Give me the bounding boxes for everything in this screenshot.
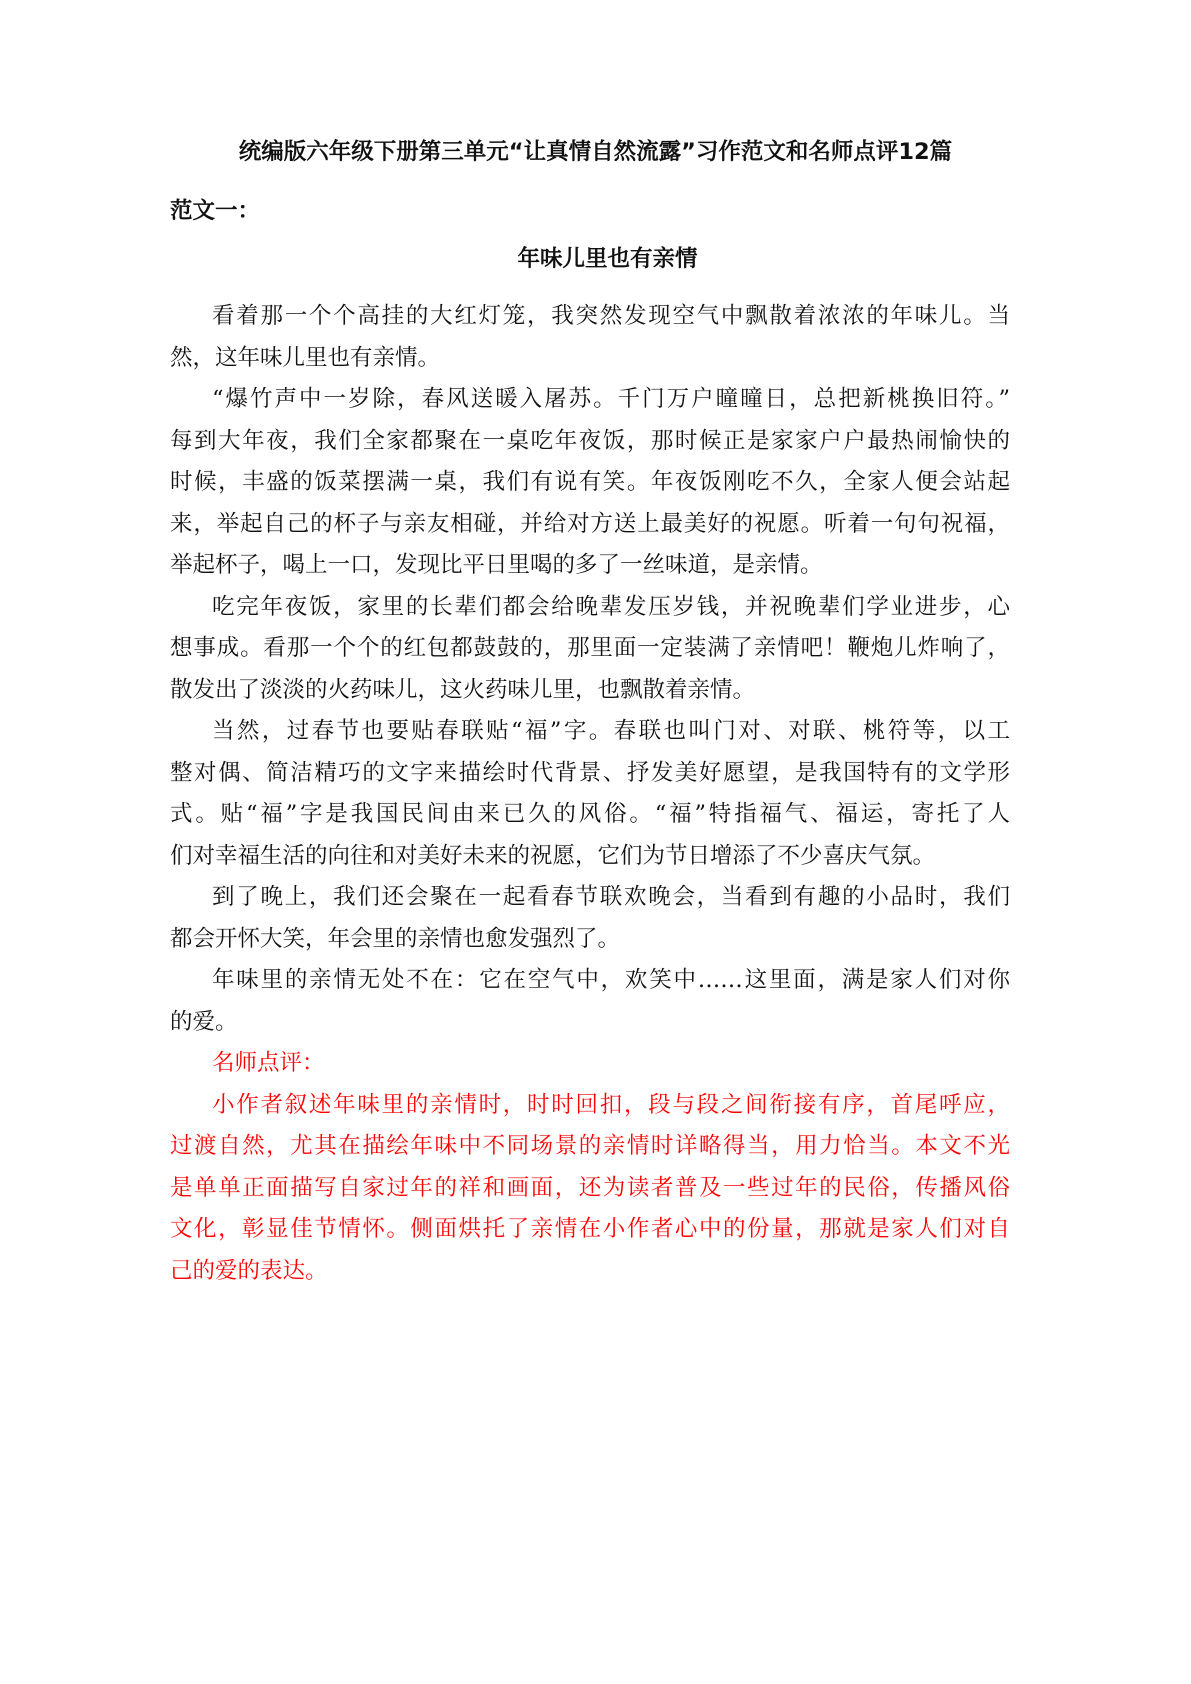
paragraph-line: 来，举起自己的杯子与亲友相碰，并给对方送上最美好的祝愿。听着一句句祝福， — [170, 510, 1010, 537]
comment-line: 过渡自然，尤其在描绘年味中不同场景的亲情时详略得当，用力恰当。本文不光 — [170, 1133, 1010, 1159]
paragraph-line: 吃完年夜饭，家里的长辈们都会给晚辈发压岁钱，并祝晚辈们学业进步，心 — [212, 593, 1010, 620]
paragraph-line: 的爱。 — [170, 1008, 238, 1035]
section-label: 范文一： — [170, 198, 261, 224]
paragraph-line: 举起杯子，喝上一口，发现比平日里喝的多了一丝味道，是亲情。 — [170, 552, 823, 578]
essay-body — [170, 296, 1010, 1292]
paragraph-line: 当然，过春节也要贴春联贴“福”字。春联也叫门对、对联、桃符等，以工 — [212, 718, 1010, 744]
paragraph-line: 想事成。看那一个个的红包都鼓鼓的，那里面一定装满了亲情吧！鞭炮儿炸响了， — [170, 635, 1010, 661]
comment-line: 己的爱的表达。 — [170, 1257, 328, 1284]
paragraph-line: 整对偶、简洁精巧的文字来描绘时代背景、抒发美好愿望，是我国特有的文学形 — [170, 759, 1010, 786]
paragraph-line: 都会开怀大笑，年会里的亲情也愈发强烈了。 — [170, 925, 621, 952]
paragraph-line: 看着那一个个高挂的大红灯笼，我突然发现空气中飘散着浓浓的年味儿。当 — [212, 303, 1010, 329]
document-title: 统编版六年级下册第三单元“让真情自然流露”习作范文和名师点评12篇 — [238, 139, 953, 165]
paragraph-line: 每到大年夜，我们全家都聚在一桌吃年夜饭，那时候正是家家户户最热闹愉快的 — [170, 427, 1010, 454]
comment-line: 是单单正面描写自家过年的祥和画面，还为读者普及一些过年的民俗，传播风俗 — [170, 1174, 1010, 1201]
paragraph-line: 式。贴“福”字是我国民间由来已久的风俗。“福”特指福气、福运，寄托了人 — [170, 801, 1010, 827]
comment-line: 小作者叙述年味里的亲情时，时时回扣，段与段之间衔接有序，首尾呼应， — [212, 1091, 1010, 1118]
paragraph-line: 们对幸福生活的向往和对美好未来的祝愿，它们为节日增添了不少喜庆气氛。 — [170, 842, 936, 869]
paragraph-line: “爆竹声中一岁除，春风送暖入屠苏。千门万户曈曈日，总把新桃换旧符。” — [212, 386, 1010, 412]
paragraph-line: 年味里的亲情无处不在：它在空气中，欢笑中……这里面，满是家人们对你 — [212, 967, 1010, 993]
essay-title: 年味儿里也有亲情 — [517, 246, 698, 272]
paragraph-line: 时候，丰盛的饭菜摆满一桌，我们有说有笑。年夜饭刚吃不久，全家人便会站起 — [170, 469, 1010, 495]
comment-label: 名师点评： — [212, 1050, 325, 1076]
paragraph-line: 散发出了淡淡的火药味儿，这火药味儿里，也飘散着亲情。 — [170, 676, 756, 703]
paragraph-line: 到了晚上，我们还会聚在一起看春节联欢晚会，当看到有趣的小品时，我们 — [212, 884, 1010, 910]
paragraph-line: 然，这年味儿里也有亲情。 — [170, 344, 441, 371]
comment-line: 文化，彰显佳节情怀。侧面烘托了亲情在小作者心中的份量，那就是家人们对自 — [170, 1216, 1010, 1242]
